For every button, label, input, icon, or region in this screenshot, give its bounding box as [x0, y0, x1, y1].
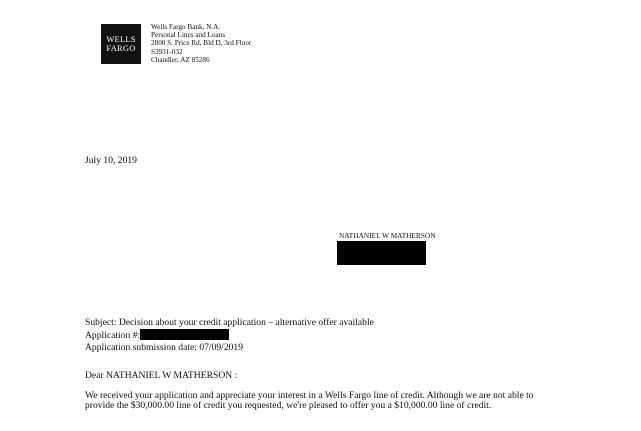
redacted-application-number: [140, 329, 229, 340]
submission-date-line: Application submission date: 07/09/2019: [85, 342, 244, 353]
address-line-code: S3931-032: [151, 47, 183, 56]
recipient-name: NATHANIEL W MATHERSON: [339, 232, 436, 240]
address-line-bank: Wells Fargo Bank, N.A.: [151, 23, 221, 31]
subject-block: [85, 317, 374, 354]
bank-address: [151, 23, 251, 64]
application-number-label: Application #:: [85, 330, 141, 341]
address-line-street: 2800 S. Price Rd, Bld D, 3rd Floor: [151, 39, 252, 48]
salutation: Dear NATHANIEL W MATHERSON :: [85, 370, 238, 381]
subject-line: Subject: Decision about your credit application – alternative offer available: [85, 317, 374, 328]
address-line-city: Chandler, AZ 85286: [151, 55, 210, 64]
redacted-recipient-address: [337, 241, 426, 265]
logo-line-2: FARGO: [106, 43, 136, 53]
application-number-line: [85, 329, 374, 342]
wells-fargo-logo: [101, 24, 141, 64]
address-line-dept: Personal Lines and Loans: [151, 31, 226, 40]
body-paragraph: We received your application and appreciate your interest in a Wells Fargo line of credit. Although we are not able to provide the $30,000.00 line of credit you requested, we're pleased to offer you a $10,000.00 line of credit.: [85, 390, 534, 411]
logo-line-1: WELLS: [106, 34, 136, 44]
letter-date: July 10, 2019: [85, 155, 137, 166]
